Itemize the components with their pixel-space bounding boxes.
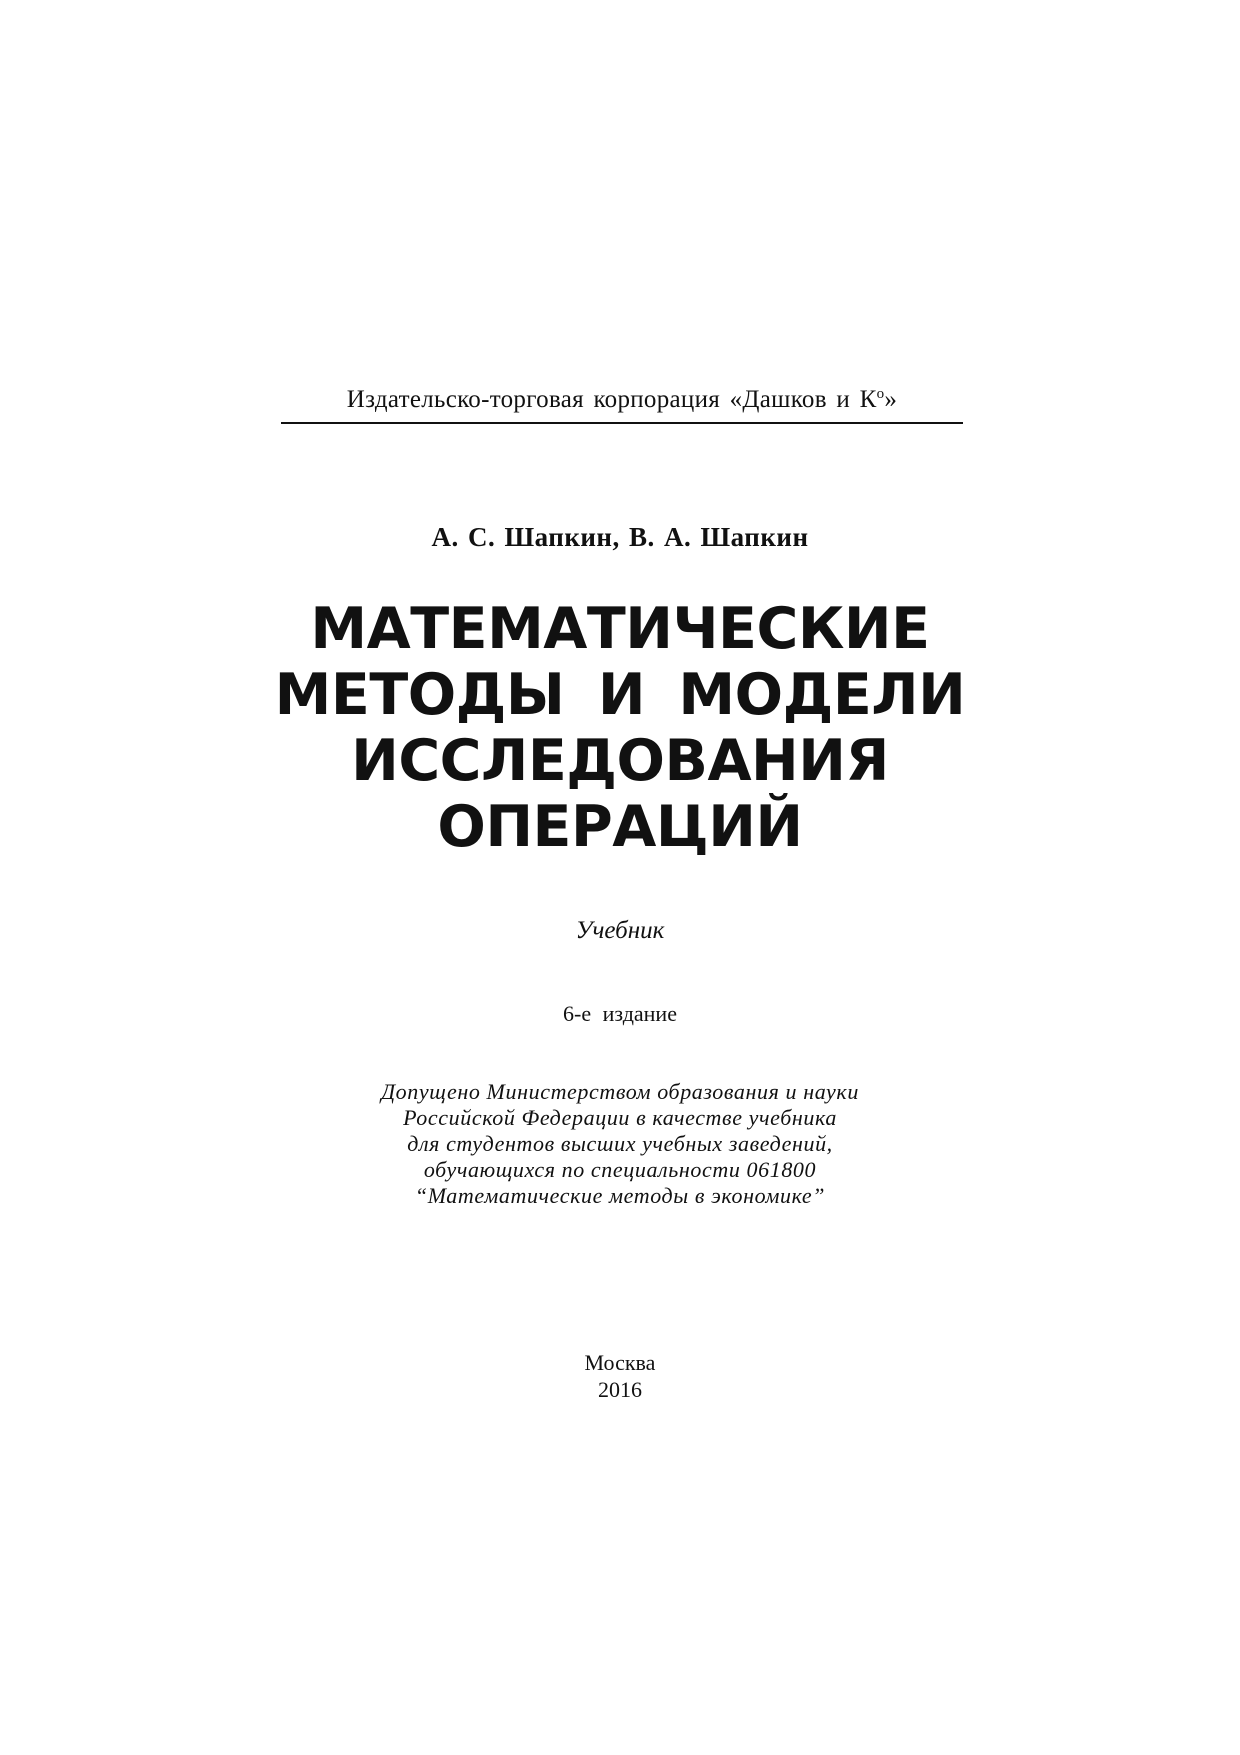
approval-line: для студентов высших учебных заведений, — [407, 1131, 833, 1156]
publisher-block — [281, 383, 963, 417]
publisher-superscript: о — [876, 386, 885, 402]
publisher-closing-quote: » — [884, 386, 898, 413]
publisher-divider — [281, 422, 963, 424]
authors: А. С. Шапкин, В. А. Шапкин — [431, 522, 809, 552]
approval-line: Допущено Министерством образования и науки — [381, 1079, 859, 1104]
edition: 6-е издание — [563, 1001, 677, 1026]
approval-statement — [0, 1079, 1240, 1209]
approval-line: Российской Федерации в качестве учебника — [403, 1105, 837, 1130]
book-title — [0, 596, 1240, 860]
imprint — [0, 1349, 1240, 1403]
publisher-name — [281, 383, 963, 417]
book-title-line: ОПЕРАЦИЙ — [437, 794, 803, 860]
imprint-year: 2016 — [598, 1377, 642, 1402]
book-title-line: МАТЕМАТИЧЕСКИЕ — [310, 596, 930, 662]
book-type: Учебник — [575, 917, 665, 944]
book-title-line: ИССЛЕДОВАНИЯ — [351, 728, 889, 794]
publisher-name-text: Издательско-торговая корпорация «Дашков и К — [346, 386, 877, 413]
approval-line: обучающихся по специальности 061800 — [423, 1157, 817, 1182]
imprint-city: Москва — [584, 1350, 656, 1375]
approval-line: “Математические методы в экономике” — [414, 1183, 826, 1208]
book-title-line: МЕТОДЫ И МОДЕЛИ — [274, 662, 966, 728]
